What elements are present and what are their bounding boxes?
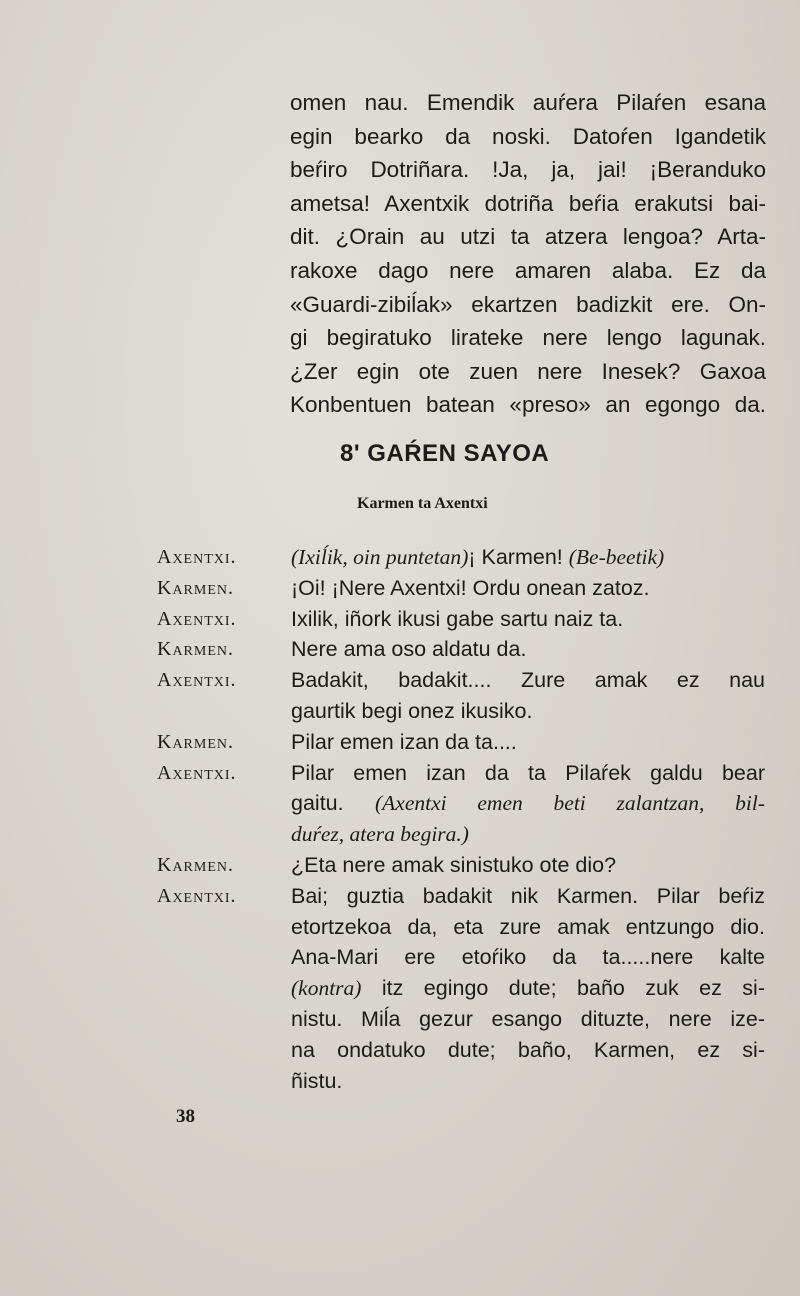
spoken-text: ñistu. <box>291 1068 343 1093</box>
spoken-text: Bai; guztia badakit nik Karmen. Pilar beŕiz <box>291 883 765 908</box>
dialogue-turn <box>0 604 800 635</box>
spoken-text: ¡ Karmen! <box>468 545 569 569</box>
dialogue-turn <box>0 542 800 573</box>
intro-line: rakoxe dago nere amaren alaba. Ez da <box>290 257 766 283</box>
speech-line <box>291 1004 765 1035</box>
spoken-text: gaurtik begi onez ikusiko. <box>291 698 533 723</box>
speech-line <box>291 1035 765 1066</box>
speaker-name: Axentxi. <box>157 546 237 568</box>
speech-line <box>291 850 765 881</box>
spoken-text: Badakit, badakit.... Zure amak ez nau <box>291 668 765 693</box>
speech-line <box>291 973 765 1004</box>
speaker-name: Axentxi. <box>157 607 237 630</box>
spoken-text: etortzekoa da, eta zure amak entzungo dio. <box>291 914 765 939</box>
speaker-name: Karmen. <box>157 638 235 661</box>
stage-direction: ( <box>291 545 299 569</box>
speech-text <box>291 850 765 881</box>
intro-line: Konbentuen batean «preso» an egongo da. <box>290 392 766 418</box>
intro-line: dit. ¿Orain au utzi ta atzera lengoa? Arta- <box>290 224 766 250</box>
dialogue-turn <box>0 727 800 758</box>
intro-line: ¿Zer egin ote zuen nere Inesek? Gaxoa <box>290 358 766 384</box>
speech-line <box>291 942 765 973</box>
dialogue-turn <box>0 573 800 604</box>
dialogue-turn <box>0 758 800 850</box>
stage-direction: Ixiĺik, oin puntetan <box>298 545 462 569</box>
speech-line <box>291 881 765 912</box>
speech-text <box>291 634 765 665</box>
intro-line: «Guardi-zibiĺak» ekartzen badizkit ere. On- <box>290 291 766 317</box>
speech-line <box>291 727 765 758</box>
speech-text <box>291 604 765 635</box>
intro-line: egin bearko da noski. Datoŕen Igandetik <box>290 123 766 149</box>
spoken-text: ¡Oi! ¡Nere Axentxi! Ordu onean zatoz. <box>291 575 650 600</box>
dialogue-turn <box>0 881 800 1097</box>
intro-line: beŕiro Dotriñara. !Ja, ja, jai! ¡Beranduko <box>290 157 766 183</box>
speaker-name: Axentxi. <box>157 761 237 784</box>
speech-text <box>291 758 765 850</box>
spoken-text: Nere ama oso aldatu da. <box>291 637 527 662</box>
speech-line <box>291 634 765 665</box>
intro-line: ametsa! Axentxik dotriña beŕia erakutsi bai- <box>290 190 766 216</box>
spoken-text: Pilar emen izan da ta.... <box>291 729 517 754</box>
dialogue-turn <box>0 634 800 665</box>
dialogue <box>0 542 800 1096</box>
dialogue-turn <box>0 850 800 881</box>
speech-line <box>291 573 765 604</box>
speech-line <box>291 758 765 789</box>
intro-line: omen nau. Emendik auŕera Pilaŕen esana <box>290 90 766 115</box>
speaker-name: Axentxi. <box>157 884 237 907</box>
speech-line <box>291 912 765 943</box>
spoken-text: Ixilik, iñork ikusi gabe sartu naiz ta. <box>291 606 624 631</box>
speaker-name: Karmen. <box>157 730 235 753</box>
speech-line <box>291 696 765 727</box>
speech-text <box>291 665 765 727</box>
spoken-text: itz egingo dute; baño zuk ez si- <box>361 976 765 1001</box>
speech-text <box>291 727 765 758</box>
speaker-name: Axentxi. <box>157 669 237 692</box>
scene-subtitle: Karmen ta Axentxi <box>357 495 488 512</box>
stage-direction: ) <box>461 545 469 569</box>
speech-text <box>291 573 765 604</box>
speaker-name: Karmen. <box>157 853 235 876</box>
intro-paragraph <box>290 86 766 422</box>
speech-line <box>291 1066 765 1097</box>
stage-direction: (kontra) <box>291 976 362 1001</box>
dialogue-turn <box>0 665 800 727</box>
speech-line <box>291 819 765 850</box>
speech-line <box>291 604 765 635</box>
spoken-text: nistu. Miĺa gezur esango dituzte, nere ize- <box>291 1006 765 1031</box>
speech-text <box>291 542 765 573</box>
speech-text <box>291 881 765 1097</box>
stage-direction: (Axentxi emen beti zalantzan, bil- <box>374 791 765 816</box>
speech-line <box>291 788 765 819</box>
spoken-text: Ana-Mari ere etoŕiko da ta.....nere kalte <box>291 945 765 970</box>
page-number: 38 <box>176 1106 195 1127</box>
spoken-text: ¿Eta nere amak sinistuko ote dio? <box>291 852 617 877</box>
intro-line: gi begiratuko lirateke nere lengo lagunak. <box>290 325 766 351</box>
speaker-name: Karmen. <box>157 576 235 599</box>
stage-direction: duŕez, atera begira.) <box>291 822 469 847</box>
stage-direction: (Be-beetik) <box>568 545 665 569</box>
speech-line <box>291 542 765 573</box>
speech-line <box>291 665 765 696</box>
scene-title: 8' GAŔEN SAYOA <box>340 440 550 467</box>
spoken-text: na ondatuko dute; baño, Karmen, ez si- <box>291 1037 765 1062</box>
spoken-text: Pilar emen izan da ta Pilaŕek galdu bear <box>291 760 765 785</box>
spoken-text: gaitu. <box>291 791 375 816</box>
